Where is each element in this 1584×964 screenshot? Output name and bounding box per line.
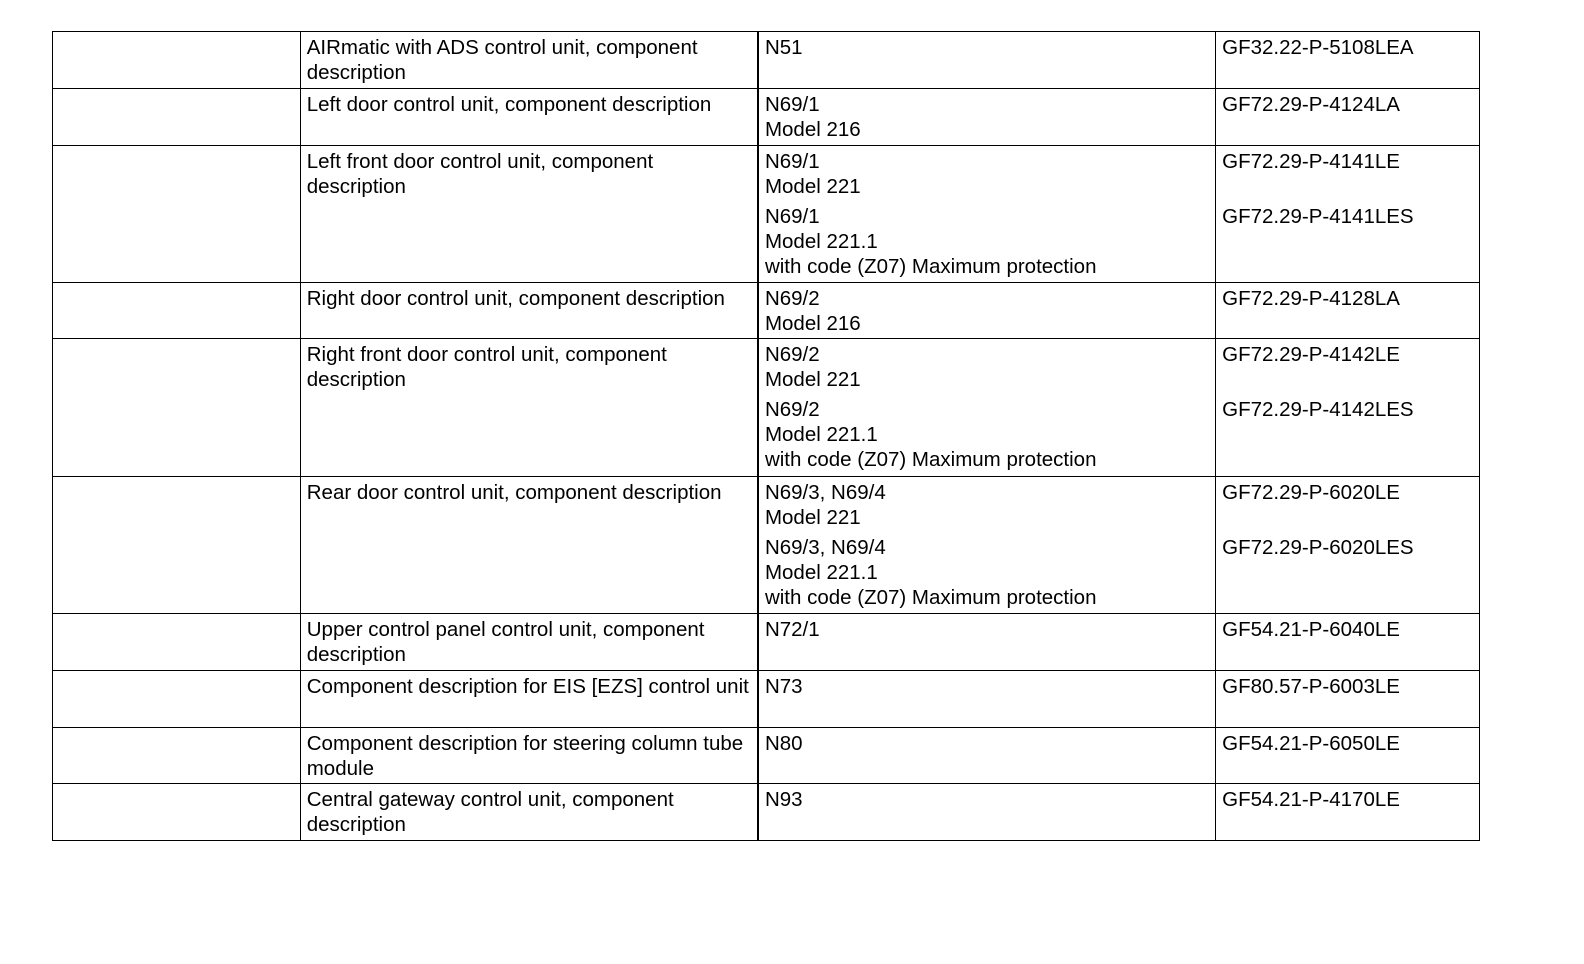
component-entry: [765, 397, 1209, 472]
document-code-cell: [1216, 283, 1480, 339]
document-code: GF72.29-P-4141LES: [1222, 205, 1414, 228]
component-entry: [765, 480, 1209, 530]
blank-cell: [53, 477, 301, 614]
component-condition: with code (Z07) Maximum protection: [764, 255, 1097, 278]
document-code-entry: [1222, 674, 1473, 699]
document-code: GF72.29-P-4128LA: [1222, 287, 1400, 310]
component-description: AIRmatic with ADS control unit, component description: [306, 36, 698, 84]
component-condition: Model 216: [764, 118, 861, 141]
description-cell: [300, 784, 758, 841]
component-id-cell: [758, 671, 1216, 728]
document-code-cell: [1216, 728, 1480, 784]
document-code: GF54.21-P-6040LE: [1222, 618, 1400, 641]
component-entry: [765, 535, 1209, 610]
document-code-entry: [1222, 617, 1473, 642]
component-description: Component description for steering column tube module: [306, 732, 744, 780]
component-id: N80: [764, 732, 803, 755]
component-condition: with code (Z07) Maximum protection: [764, 448, 1097, 471]
component-entry: [765, 731, 1209, 756]
description-cell: [300, 283, 758, 339]
component-id-cell: [758, 89, 1216, 146]
component-condition: Model 221: [764, 175, 861, 198]
description-cell: [300, 89, 758, 146]
blank-cell: [53, 339, 301, 477]
component-description: Central gateway control unit, component description: [306, 788, 674, 836]
table-row: [53, 477, 1480, 614]
component-id: N51: [764, 36, 803, 59]
document-code-entry: [1222, 149, 1473, 199]
document-code-cell: [1216, 784, 1480, 841]
blank-cell: [53, 784, 301, 841]
component-id-cell: [758, 784, 1216, 841]
component-id: N69/1: [764, 93, 820, 116]
document-code-cell: [1216, 339, 1480, 477]
component-condition: Model 216: [764, 312, 861, 335]
document-code-entry: [1222, 480, 1473, 530]
document-code-entry: [1222, 92, 1473, 142]
document-code: GF54.21-P-4170LE: [1222, 788, 1400, 811]
component-id: N69/2: [764, 398, 820, 421]
component-description: Rear door control unit, component description: [306, 481, 722, 504]
component-description: Right door control unit, component description: [306, 287, 725, 310]
description-cell: [300, 32, 758, 89]
document-code-cell: [1216, 89, 1480, 146]
document-code-cell: [1216, 614, 1480, 671]
document-code-cell: [1216, 477, 1480, 614]
component-id: N69/3, N69/4: [764, 481, 886, 504]
table-row: [53, 32, 1480, 89]
description-cell: [300, 728, 758, 784]
description-cell: [300, 671, 758, 728]
component-id: N73: [764, 675, 803, 698]
component-condition: Model 221.1: [764, 561, 878, 584]
description-cell: [300, 477, 758, 614]
table-row: [53, 784, 1480, 841]
document-code: GF80.57-P-6003LE: [1222, 675, 1400, 698]
component-id: N93: [764, 788, 803, 811]
table-row: [53, 89, 1480, 146]
document-code-entry: [1222, 397, 1473, 472]
component-condition: Model 221: [764, 506, 861, 529]
document-code-entry: [1222, 342, 1473, 392]
document-code: GF72.29-P-6020LE: [1222, 481, 1400, 504]
component-id-cell: [758, 339, 1216, 477]
table-row: [53, 339, 1480, 477]
document-code-entry: [1222, 535, 1473, 610]
document-code: GF72.29-P-4142LES: [1222, 398, 1414, 421]
table-row: [53, 671, 1480, 728]
component-id-cell: [758, 728, 1216, 784]
component-condition: Model 221: [764, 368, 861, 391]
component-id-cell: [758, 32, 1216, 89]
component-id: N69/2: [764, 343, 820, 366]
document-code-cell: [1216, 32, 1480, 89]
component-id-cell: [758, 283, 1216, 339]
component-entry: [765, 92, 1209, 142]
component-description: Left front door control unit, component description: [306, 150, 654, 198]
component-entry: [765, 674, 1209, 699]
blank-cell: [53, 146, 301, 283]
component-description: Component description for EIS [EZS] control unit: [306, 675, 749, 698]
component-id: N69/2: [764, 287, 820, 310]
component-table: [52, 31, 1480, 841]
component-entry: [765, 787, 1209, 812]
component-id-cell: [758, 477, 1216, 614]
document-code: GF72.29-P-4141LE: [1222, 150, 1400, 173]
blank-cell: [53, 283, 301, 339]
component-entry: [765, 342, 1209, 392]
component-id-cell: [758, 614, 1216, 671]
blank-cell: [53, 671, 301, 728]
description-cell: [300, 339, 758, 477]
component-entry: [765, 35, 1209, 60]
component-description: Right front door control unit, component description: [306, 343, 667, 391]
document-code-cell: [1216, 671, 1480, 728]
table-body: [53, 32, 1480, 841]
component-id-cell: [758, 146, 1216, 283]
component-id: N72/1: [764, 618, 820, 641]
document-code-entry: [1222, 204, 1473, 279]
component-entry: [765, 617, 1209, 642]
document-code-entry: [1222, 286, 1473, 336]
document-code: GF54.21-P-6050LE: [1222, 732, 1400, 755]
component-description: Upper control panel control unit, component description: [306, 618, 705, 666]
component-entry: [765, 204, 1209, 279]
component-entry: [765, 149, 1209, 199]
component-id: N69/3, N69/4: [764, 536, 886, 559]
table-row: [53, 614, 1480, 671]
blank-cell: [53, 32, 301, 89]
component-entry: [765, 286, 1209, 336]
component-id: N69/1: [764, 205, 820, 228]
component-condition: with code (Z07) Maximum protection: [764, 586, 1097, 609]
blank-cell: [53, 89, 301, 146]
table-row: [53, 146, 1480, 283]
component-id: N69/1: [764, 150, 820, 173]
blank-cell: [53, 614, 301, 671]
document-code-entry: [1222, 731, 1473, 756]
description-cell: [300, 146, 758, 283]
component-condition: Model 221.1: [764, 423, 878, 446]
table-row: [53, 728, 1480, 784]
document-code: GF32.22-P-5108LEA: [1222, 36, 1414, 59]
document-code: GF72.29-P-4142LE: [1222, 343, 1400, 366]
document-code: GF72.29-P-6020LES: [1222, 536, 1414, 559]
description-cell: [300, 614, 758, 671]
table-row: [53, 283, 1480, 339]
component-description: Left door control unit, component description: [306, 93, 712, 116]
blank-cell: [53, 728, 301, 784]
document-code: GF72.29-P-4124LA: [1222, 93, 1400, 116]
document-code-cell: [1216, 146, 1480, 283]
document-code-entry: [1222, 787, 1473, 812]
component-condition: Model 221.1: [764, 230, 878, 253]
document-code-entry: [1222, 35, 1473, 60]
